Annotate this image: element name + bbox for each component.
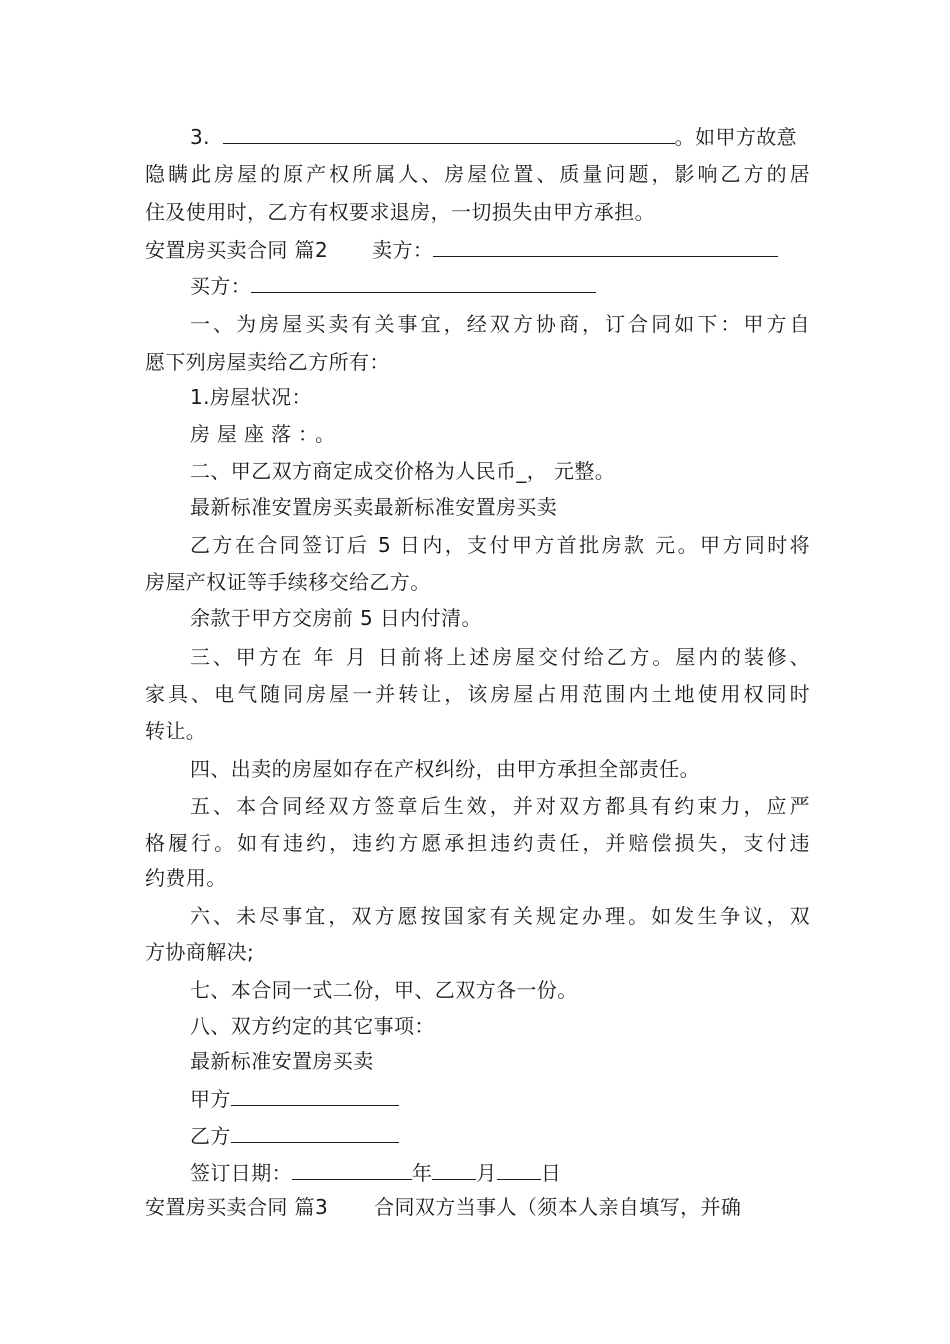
paragraph-line: 一、为房屋买卖有关事宜，经双方协商，订合同如下：甲方自 (190, 312, 810, 336)
party-a-blank (231, 1083, 399, 1106)
paragraph-line: 家具、电气随同房屋一并转让，该房屋占用范围内土地使用权同时 (145, 682, 810, 706)
paragraph-line: 转让。 (145, 719, 207, 743)
month-label: 月 (476, 1161, 497, 1185)
paragraph-line: 1.房屋状况： (190, 385, 312, 409)
paragraph-line: 七、本合同一式二份，甲、乙双方各一份。 (190, 978, 578, 1002)
clause-number: 3. (190, 125, 210, 149)
text-span: 合同双方当事人（须本人亲自填写，并确 (374, 1195, 742, 1219)
buyer-label: 买方： (190, 274, 252, 298)
blank-field (223, 121, 675, 144)
section-title: 安置房买卖合同 篇2 (145, 238, 329, 262)
paragraph-line: 住及使用时，乙方有权要求退房，一切损失由甲方承担。 (145, 200, 655, 224)
paragraph-line: 最新标准安置房买卖最新标准安置房买卖 (190, 495, 558, 519)
party-b-signature-line (190, 1120, 810, 1150)
buyer-blank (251, 270, 596, 293)
paragraph-line: 八、双方约定的其它事项： (190, 1014, 435, 1038)
paragraph-line: 六、未尽事宜，双方愿按国家有关规定办理。如发生争议，双 (190, 904, 810, 928)
paragraph-line: 方协商解决; (145, 940, 255, 964)
paragraph-line: 房屋座落：。 (190, 422, 342, 446)
seller-blank (433, 234, 778, 257)
month-blank (432, 1157, 476, 1180)
signing-date-label: 签订日期： (190, 1161, 292, 1185)
seller-label: 卖方： (372, 238, 434, 262)
section-3-heading-line (145, 1193, 810, 1221)
day-blank (497, 1157, 541, 1180)
party-b-blank (231, 1120, 399, 1143)
paragraph-line: 余款于甲方交房前 5 日内付清。 (190, 606, 482, 630)
year-label: 年 (412, 1161, 433, 1185)
paragraph-line: 格履行。如有违约，违约方愿承担违约责任，并赔偿损失，支付违 (145, 831, 810, 855)
text-span: 。如甲方故意 (674, 125, 798, 149)
paragraph-line: 最新标准安置房买卖 (190, 1049, 374, 1073)
day-label: 日 (540, 1161, 562, 1185)
paragraph-line: 约费用。 (145, 866, 227, 890)
party-a-signature-line (190, 1083, 810, 1113)
clause-3-line (190, 121, 810, 151)
party-a-label: 甲方 (190, 1087, 231, 1111)
signing-date-line (190, 1157, 810, 1187)
section-2-heading-line (145, 234, 810, 264)
paragraph-line: 二、甲乙双方商定成交价格为人民币_， 元整。 (190, 459, 616, 483)
paragraph-line: 五、本合同经双方签章后生效，并对双方都具有约束力，应严 (190, 794, 810, 818)
paragraph-line: 愿下列房屋卖给乙方所有： (145, 350, 390, 374)
paragraph-line: 隐瞒此房屋的原产权所属人、房屋位置、质量问题，影响乙方的居 (145, 162, 810, 186)
paragraph-line: 三、甲方在 年 月 日前将上述房屋交付给乙方。屋内的装修、 (190, 645, 810, 669)
paragraph-line: 乙方在合同签订后 5 日内，支付甲方首批房款 元。甲方同时将 (190, 533, 810, 557)
year-blank (292, 1157, 412, 1180)
buyer-line (190, 270, 810, 300)
paragraph-line: 房屋产权证等手续移交给乙方。 (145, 570, 431, 594)
section-title: 安置房买卖合同 篇3 (145, 1195, 329, 1219)
paragraph-line: 四、出卖的房屋如存在产权纠纷，由甲方承担全部责任。 (190, 757, 700, 781)
party-b-label: 乙方 (190, 1124, 231, 1148)
